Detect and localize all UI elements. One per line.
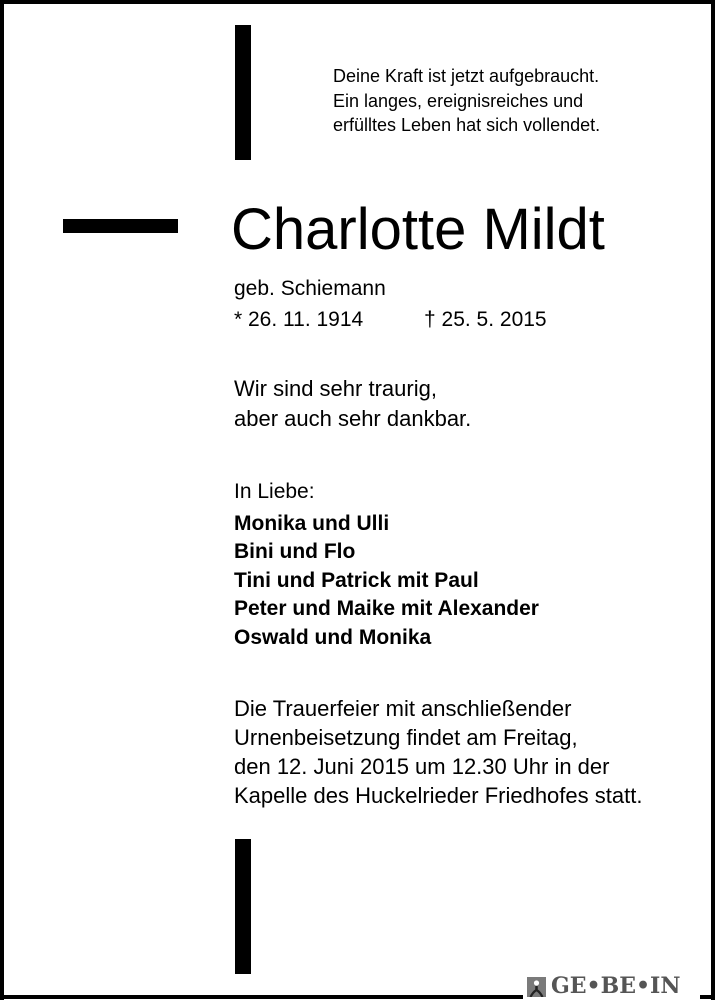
service-line: Urnenbeisetzung findet am Freitag, — [234, 725, 578, 750]
frame-border-left — [0, 0, 4, 1000]
service-line: den 12. Juni 2015 um 12.30 Uhr in der — [234, 754, 610, 779]
cross-bar-bottom — [235, 839, 251, 974]
mourner-name: Tini und Patrick mit Paul — [234, 568, 479, 592]
maiden-name: geb. Schiemann — [234, 277, 386, 300]
cross-bar-top — [235, 25, 251, 160]
logo-text: GE•BE•IN — [551, 973, 681, 999]
cross-bar-horizontal — [63, 219, 178, 233]
verse-line: Ein langes, ereignisreiches und — [333, 90, 584, 111]
message-line: aber auch sehr dankbar. — [234, 405, 472, 431]
service-line: Die Trauerfeier mit anschließender — [234, 696, 572, 721]
grief-message — [234, 374, 471, 433]
mourner-name: Peter und Maike mit Alexander — [234, 597, 539, 621]
frame-border-top — [0, 0, 715, 4]
mourners-list — [234, 510, 539, 652]
life-dates — [234, 307, 547, 333]
mourner-name: Bini und Flo — [234, 540, 356, 564]
verse-line: Deine Kraft ist jetzt aufgebraucht. — [333, 66, 600, 86]
memorial-verse — [333, 64, 600, 138]
gebein-figure-icon — [527, 977, 546, 997]
funeral-service-info — [234, 694, 642, 810]
frame-border-bottom — [0, 995, 523, 999]
frame-border-bottom-end — [700, 995, 715, 999]
frame-border-right — [711, 0, 715, 1000]
verse-line: erfülltes Leben hat sich vollendet. — [333, 115, 601, 135]
message-line: Wir sind sehr traurig, — [234, 376, 437, 401]
mourner-name: Monika und Ulli — [234, 512, 390, 535]
mourners-intro: In Liebe: — [234, 480, 315, 503]
service-line: Kapelle des Huckelrieder Friedhofes statt. — [234, 783, 643, 808]
deceased-name: Charlotte Mildt — [231, 197, 605, 262]
mourner-name: Oswald und Monika — [234, 625, 432, 649]
birth-date: * 26. 11. 1914 — [234, 308, 364, 331]
publisher-logo — [527, 974, 680, 998]
death-date: † 25. 5. 2015 — [424, 308, 547, 331]
